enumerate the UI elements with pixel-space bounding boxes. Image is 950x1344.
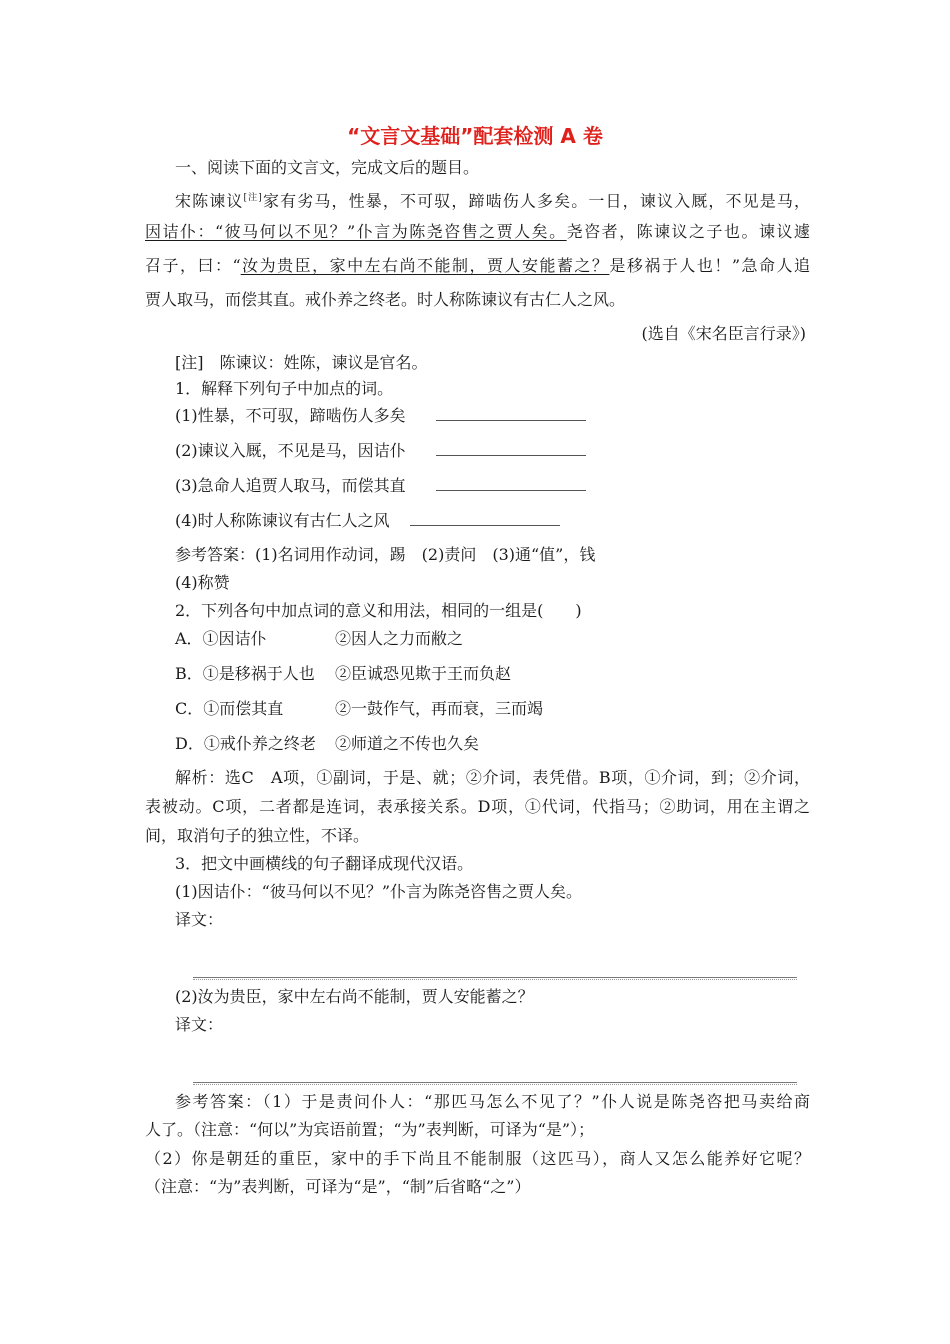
passage-line-2: [145, 222, 810, 242]
answer-line[interactable]: [193, 977, 797, 978]
question-2-analysis: 表被动。C项，二者都是连词，表承接关系。D项，①代词，代指马；②助词，用在主谓之: [145, 797, 810, 816]
option-part: ②一鼓作气，再而衰，三而竭: [335, 699, 544, 718]
passage-source: (选自《宋名臣言行录》): [641, 324, 806, 343]
translation-label: 译文：: [175, 910, 224, 929]
option-part: ②臣诚恐见欺于王而负赵: [335, 664, 512, 683]
option-c: [175, 699, 543, 719]
question-1-answer: (4)称赞: [175, 573, 230, 592]
question-1-item: [175, 476, 586, 496]
question-2-analysis: 解析：选C A项，①副词，于是、就；②介词，表凭借。B项，①介词，到；②介词，: [175, 768, 810, 787]
option-part: D．①戒仆养之终老: [175, 734, 316, 753]
option-part: ②师道之不传也久矣: [335, 734, 480, 753]
answer-blank[interactable]: [410, 511, 560, 526]
question-3-answer: 人了。（注意：“何以”为宾语前置；“为”表判断，可译为“是”）；: [145, 1120, 595, 1139]
underlined-sentence-1: 因诘仆：“彼马何以不见？”仆言为陈尧咨售之贾人矣。: [145, 222, 567, 241]
option-part: B．①是移祸于人也: [175, 664, 315, 683]
answer-line[interactable]: [193, 1082, 797, 1083]
passage-text: 家有劣马，性暴，不可驭，蹄啮伤人多矣。一日，谏议入厩，不见是马，: [261, 191, 810, 211]
option-a: [175, 629, 463, 649]
question-1-item: [175, 441, 586, 461]
option-b: [175, 664, 511, 684]
option-part: ②因人之力而敝之: [335, 629, 464, 648]
passage-line-3: [145, 256, 810, 276]
question-3-sentence-2: (2)汝为贵臣，家中左右尚不能制，贾人安能蓄之？: [175, 987, 534, 1006]
question-1-stem: 1．解释下列句子中加点的词。: [175, 379, 394, 398]
translation-label: 译文：: [175, 1015, 224, 1034]
item-text: (2)谏议入厩，不见是马，因诘仆: [175, 441, 406, 460]
question-3-answer: 参考答案：（1）于是责问仆人：“那匹马怎么不见了？”仆人说是陈尧咨把马卖给商: [175, 1092, 810, 1111]
question-3-answer: （2）你是朝廷的重臣，家中的手下尚且不能制服（这匹马），商人又怎么能养好它呢？: [145, 1149, 810, 1168]
answer-blank[interactable]: [436, 476, 586, 491]
page-title: “文言文基础”配套检测 A 卷: [347, 124, 603, 148]
passage-text: 宋陈谏议: [175, 191, 244, 211]
question-1-item: [175, 406, 586, 426]
passage-text: 是移祸于人也！”急命人追: [609, 256, 810, 275]
question-2-stem: 2．下列各句中加点词的意义和用法，相同的一组是( ): [175, 601, 582, 620]
passage-line-4: 贾人取马，而偿其直。戒仆养之终老。时人称陈谏议有古仁人之风。: [145, 290, 626, 309]
passage-line-1: [175, 188, 810, 211]
item-text: (1)性暴，不可驭，蹄啮伤人多矣: [175, 406, 406, 425]
option-part: A．①因诘仆: [175, 629, 267, 648]
question-1-item: [175, 511, 560, 531]
answer-blank[interactable]: [436, 406, 586, 421]
note-marker: [注]: [243, 193, 262, 203]
question-1-answer: 参考答案：(1)名词用作动词，踢 (2)责问 (3)通“值”，钱: [175, 545, 596, 564]
answer-blank[interactable]: [436, 441, 586, 456]
footnote: [注] 陈谏议：姓陈，谏议是官名。: [175, 353, 428, 372]
option-part: C．①而偿其直: [175, 699, 284, 718]
option-d: [175, 734, 479, 754]
section-heading: 一、阅读下面的文言文，完成文后的题目。: [175, 158, 480, 177]
question-3-sentence-1: (1)因诘仆：“彼马何以不见？”仆言为陈尧咨售之贾人矣。: [175, 882, 583, 901]
underlined-sentence-2: 汝为贵臣，家中左右尚不能制，贾人安能蓄之？: [240, 256, 610, 275]
question-3-stem: 3．把文中画横线的句子翻译成现代汉语。: [175, 854, 474, 873]
item-text: (4)时人称陈谏议有古仁人之风: [175, 511, 390, 530]
passage-text: 召子，曰：“: [145, 256, 241, 275]
question-3-answer: （注意：“为”表判断，可译为“是”，“制”后省略“之”）: [145, 1177, 531, 1196]
passage-text: 尧咨者，陈谏议之子也。谏议遽: [566, 222, 810, 241]
question-2-analysis: 间，取消句子的独立性，不译。: [145, 826, 370, 845]
item-text: (3)急命人追贾人取马，而偿其直: [175, 476, 406, 495]
